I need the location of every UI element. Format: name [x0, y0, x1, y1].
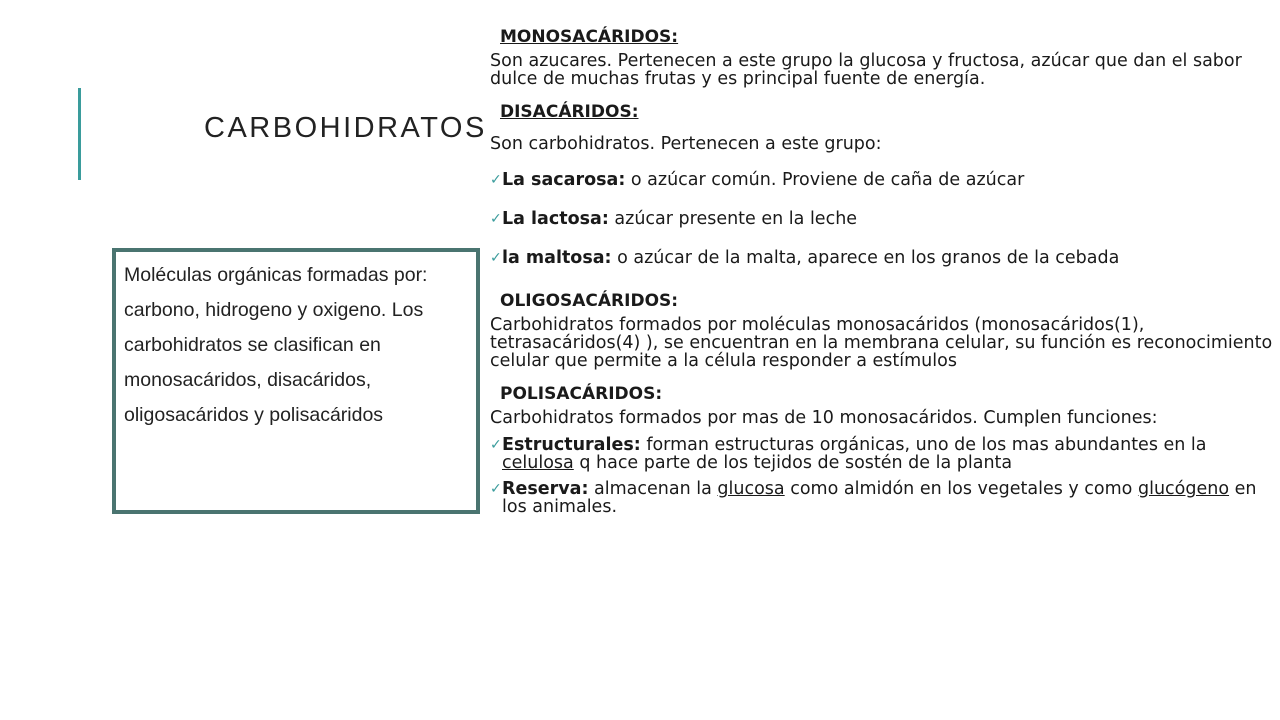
content-panel: [490, 22, 1276, 524]
check-icon: ✓: [490, 437, 502, 453]
text-monosacaridos: Son azucares. Pertenecen a este grupo la glucosa y fructosa, azúcar que dan el sabor dulce de muchas frutas y es principal fuente de energía.: [490, 51, 1242, 89]
text-polisacaridos: Carbohidratos formados por mas de 10 monosacáridos. Cumplen funciones:: [490, 408, 1158, 428]
list-item-maltosa: ✓ la maltosa: o azúcar de la malta, aparece en los granos de la cebada: [490, 248, 1120, 268]
check-icon: ✓: [490, 172, 502, 188]
check-icon: ✓: [490, 250, 502, 266]
heading-oligosacaridos: OLIGOSACÁRIDOS:: [500, 291, 679, 311]
list-item-sacarosa: ✓ La sacarosa: o azúcar común. Proviene de caña de azúcar: [490, 170, 1025, 190]
heading-polisacaridos: POLISACÁRIDOS:: [500, 384, 663, 404]
check-icon: ✓: [490, 211, 502, 227]
title-accent-bar: [78, 88, 81, 180]
summary-text: Moléculas orgánicas formadas por: carbono, hidrogeno y oxigeno. Los carbohidratos se clasifican en monosacáridos, disacáridos, oligosacáridos y polisacáridos: [124, 264, 428, 426]
summary-box: [112, 248, 480, 514]
list-item-lactosa: ✓ La lactosa: azúcar presente en la leche: [490, 209, 858, 229]
link-glucosa[interactable]: glucosa: [717, 479, 785, 499]
check-icon: ✓: [490, 481, 502, 497]
text-oligosacaridos: Carbohidratos formados por moléculas monosacáridos (monosacáridos(1), tetrasacáridos(4) ), se encuentran en la membrana celular, su función es reconocimiento celular que permite a la célula responder a estímulos: [490, 315, 1273, 371]
list-item-reserva: ✓ Reserva: almacenan la glucosa como almidón en los vegetales y como glucógeno en los animales.: [490, 479, 1257, 517]
heading-monosacaridos: MONOSACÁRIDOS:: [500, 27, 679, 47]
link-celulosa[interactable]: celulosa: [502, 453, 574, 473]
text-disacaridos: Son carbohidratos. Pertenecen a este grupo:: [490, 134, 882, 154]
link-glucogeno[interactable]: glucógeno: [1137, 479, 1230, 499]
heading-disacaridos: DISACÁRIDOS:: [500, 102, 639, 122]
list-item-estructurales: ✓ Estructurales: forman estructuras orgánicas, uno de los mas abundantes en la celulosa q hace parte de los tejidos de sostén de la planta: [490, 435, 1207, 473]
slide-title: CARBOHIDRATOS: [204, 112, 487, 144]
